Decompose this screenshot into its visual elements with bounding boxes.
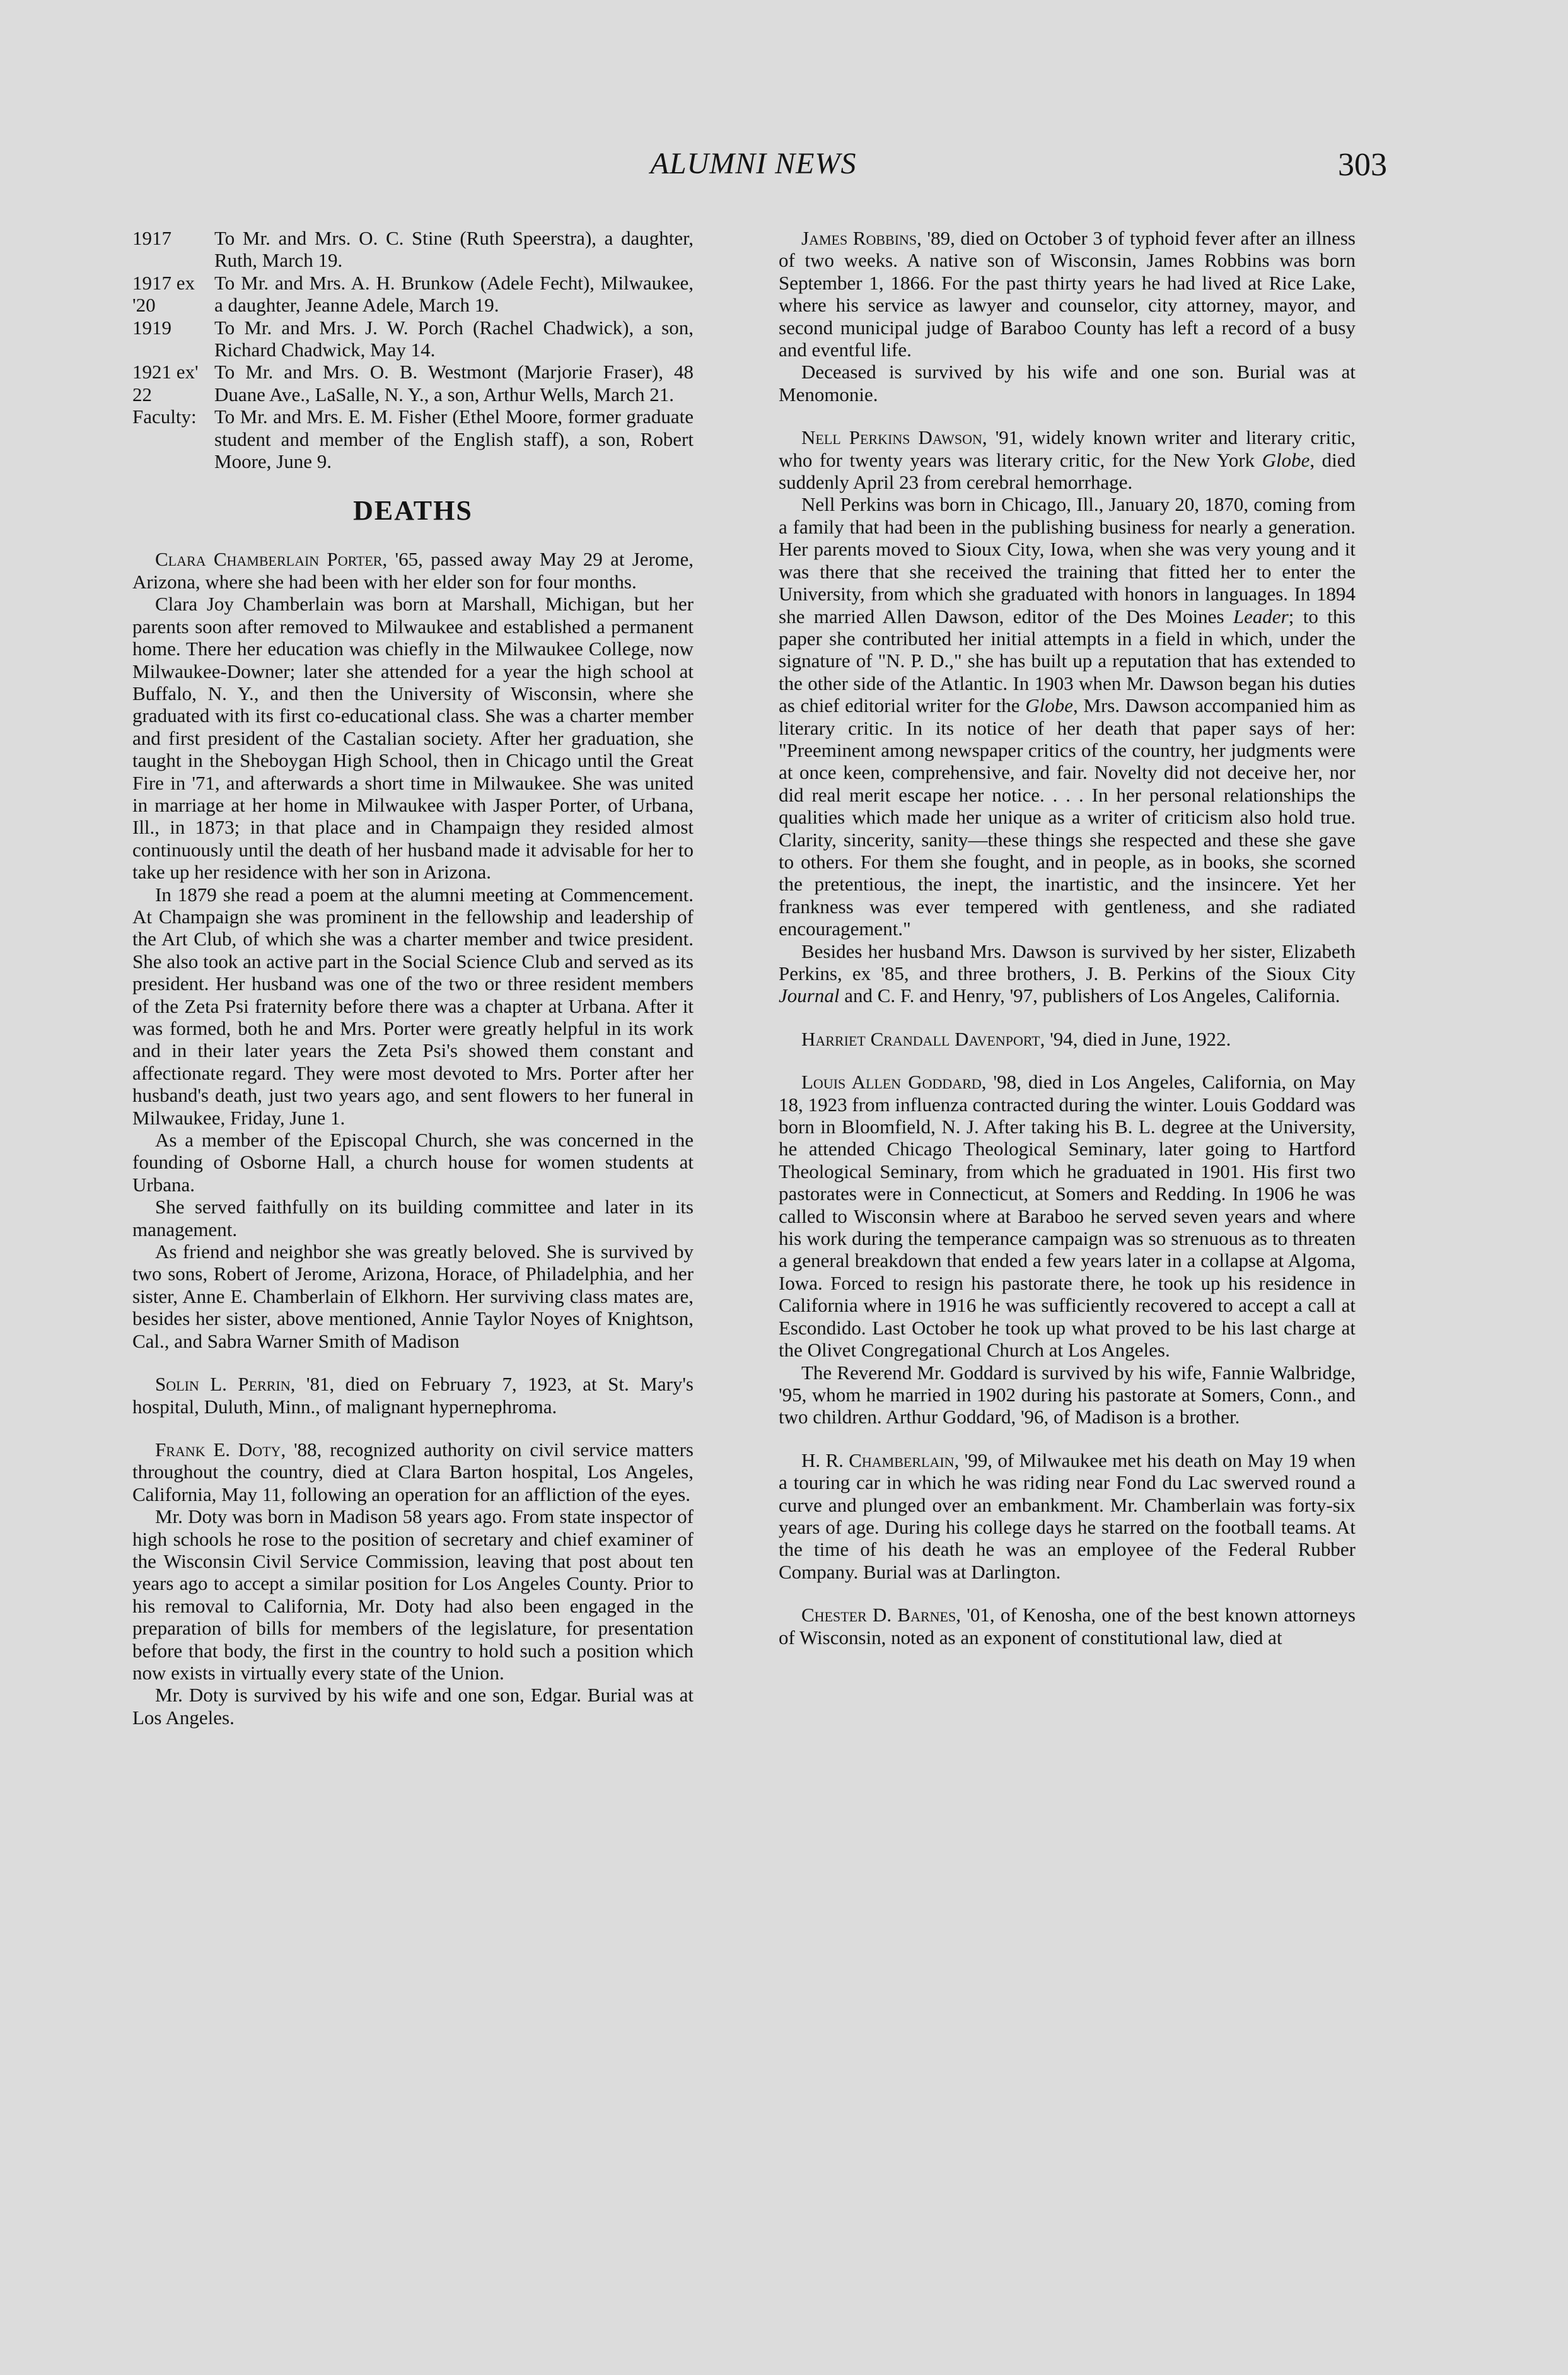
obituary-perrin [132, 1373, 694, 1418]
obituary-text: Nell Perkins was born in Chicago, Ill., January 20, 1870, coming from a family that had been in the publishing business for nearly a generation. Her parents moved to Sioux City, Iowa, when she was very young and it was there that she received the training that fitted her to enter the University, from which she graduated with honors in languages. In 1894 she married Allen Dawson, editor of the Des Moines [779, 493, 1356, 627]
obituary-name: Louis Allen Goddard [801, 1071, 982, 1094]
obituary-porter [132, 548, 694, 593]
obituary-dawson [779, 426, 1356, 493]
obituary-name: H. R. Chamberlain [801, 1449, 955, 1471]
obituary-text: , '91, widely known writer and literary critic, who for twenty years was literary critic, for the New York [779, 426, 1356, 471]
left-column [132, 227, 694, 1729]
birth-notice [132, 227, 694, 272]
publication-name: Leader [1233, 605, 1289, 627]
obituary-text: , '94, died in June, 1922. [1040, 1027, 1231, 1050]
obituary-name: Clara Chamberlain Porter [155, 548, 383, 571]
obituary-name: Harriet Crandall Davenport [801, 1027, 1040, 1050]
birth-notice [132, 361, 694, 406]
birth-text: To Mr. and Mrs. E. M. Fisher (Ethel Moore, former graduate student and member of the English staff), a son, Robert Moore, June 9. [214, 406, 694, 473]
obituary-name: Nell Perkins Dawson [801, 426, 982, 449]
obituary-text: , '65, passed away May 29 at Jerome, Arizona, where she had been with her elder son for four months. [132, 548, 694, 593]
obituary-davenport [779, 1028, 1356, 1050]
obituary-name: Chester D. Barnes [801, 1604, 956, 1626]
birth-text: To Mr. and Mrs. O. C. Stine (Ruth Speerstra), a daughter, Ruth, March 19. [214, 227, 694, 272]
obituary-paragraph: The Reverend Mr. Goddard is survived by his wife, Fannie Walbridge, '95, whom he married in 1902 during his pastorate at Somers, Conn., and two children. Arthur Goddard, '96, of Madison is a brother. [779, 1361, 1356, 1428]
obituary-paragraph: Clara Joy Chamberlain was born at Marshall, Michigan, but her parents soon after removed to Milwaukee and established a permanent home. There her education was chiefly in the Milwaukee College, now Milwaukee-Downer; later she attended for a year the high school at Buffalo, N. Y., and then the University of Wisconsin, where she graduated with its first co-educational class. She was a charter member and first president of the Castalian society. After her graduation, she taught in the Sheboygan High School, then in Chicago until the Great Fire in '71, and afterwards a short time in Milwaukee. She was united in marriage at her home in Milwaukee with Jasper Porter, of Urbana, Ill., in 1873; in that place and in Champaign they resided almost continuously until the death of her husband made it advisable for her to take up her residence with her son in Arizona. [132, 593, 694, 884]
obituary-paragraph: Mr. Doty is survived by his wife and one son, Edgar. Burial was at Los Angeles. [132, 1684, 694, 1729]
birth-year: 1917 ex '20 [132, 271, 195, 317]
obituary-text: , '01, of Kenosha, one of the best known attorneys of Wisconsin, noted as an exponent of constitutional law, died at [779, 1604, 1356, 1648]
obituary-paragraph [779, 940, 1356, 1007]
obituary-name: Solin L. Perrin [155, 1373, 291, 1396]
obituary-paragraph [779, 493, 1356, 940]
obituary-paragraph: She served faithfully on its building committee and later in its management. [132, 1196, 694, 1240]
birth-year: 1921 ex' 22 [132, 361, 199, 406]
publication-name: Globe [1262, 448, 1310, 471]
obituary-barnes [779, 1604, 1356, 1648]
birth-notice-faculty [132, 406, 694, 472]
obituary-text: Besides her husband Mrs. Dawson is survived by her sister, Elizabeth Perkins, ex '85, and three brothers, J. B. Perkins of the Sioux City [779, 940, 1356, 984]
publication-name: Journal [779, 984, 840, 1007]
right-column [779, 227, 1356, 1648]
birth-text: To Mr. and Mrs. A. H. Brunkow (Adele Fecht), Milwaukee, a daughter, Jeanne Adele, March 19. [214, 271, 694, 317]
obituary-chamberlain [779, 1449, 1356, 1583]
obituary-text: , '98, died in Los Angeles, California, on May 18, 1923 from influenza contracted during the winter. Louis Goddard was born in Bloomfield, N. J. After taking his B. L. degree at the University, he attended Chicago Theological Seminary, later going to Hartford Theological Seminary, from which he graduated in 1901. His first two pastorates were in Connecticut, at Somers and Redding. In 1906 he was called to Wisconsin where at Baraboo he served seven years and where his work during the temperance campaign was so strenuous as to threaten a general breakdown that ended a few years later in a collapse at Algoma, Iowa. Forced to resign his pastorate there, he took up his residence in California where in 1916 he was sufficiently recovered to accept a call at Escondido. Last October he took up what proved to be his last charge at the Olivet Congregational Church at Los Angeles. [779, 1071, 1356, 1362]
page-number: 303 [1338, 147, 1387, 183]
obituary-text: ; to this paper she contributed her initial attempts in a field in which, under the signature of "N. P. D.," she has built up a reputation that has extended to the other side of the Atlantic. In 1903 when Mr. Dawson began his duties as chief editorial writer for the [779, 605, 1356, 717]
publication-name: Globe [1025, 694, 1073, 717]
obituary-paragraph: As a member of the Episcopal Church, she was concerned in the founding of Osborne Hall, a church house for women students at Urbana. [132, 1129, 694, 1196]
deaths-heading: DEATHS [353, 495, 473, 527]
birth-year: 1919 [132, 316, 171, 339]
obituary-doty [132, 1438, 694, 1505]
obituary-text: and C. F. and Henry, '97, publishers of Los Angeles, California. [839, 984, 1340, 1007]
obituary-text: , '89, died on October 3 of typhoid fever after an illness of two weeks. A native son of Wisconsin, James Robbins was born September 1, 1866. For the past thirty years he had lived at Rice Lake, where his service as lawyer and counselor, city attorney, mayor, and second municipal judge of Baraboo County has left a record of a busy and eventful life. [779, 227, 1356, 361]
birth-year: Faculty: [132, 406, 197, 428]
obituary-text: , Mrs. Dawson accompanied him as literary critic. In its notice of her death that paper says of her: "Preeminent among newspaper critics of the country, her judgments were at once keen, comprehensive, and fair. Novelty did not deceive her, nor did real merit escape her notice. . . . In her personal relationships the qualities which made her unique as a writer of criticism also hold true. Clarity, sincerity, sanity—these things she respected and these she gave to others. For them she fought, and in people, as in books, she scorned the pretentious, the inept, the inartistic, and the insincere. Yet her frankness was ever tempered with gentleness, and she radiated encouragement." [779, 694, 1356, 940]
obituary-text: , '88, recognized authority on civil service matters throughout the country, died at Clara Barton hospital, Los Angeles, California, May 11, following an operation for an affliction of the eyes. [132, 1438, 694, 1505]
obituary-paragraph: Mr. Doty was born in Madison 58 years ago. From state inspector of high schools he rose to the position of secretary and chief examiner of the Wisconsin Civil Service Commission, leaving that post about ten years ago to accept a similar position for Los Angeles County. Prior to his removal to California, Mr. Doty had also been engaged in the preparation of bills for members of the legislature, for presentation before that body, the first in the country to hold such a position which now exists in virtually every state of the Union. [132, 1505, 694, 1684]
obituary-paragraph: Deceased is survived by his wife and one son. Burial was at Menomonie. [779, 361, 1356, 406]
running-header: ALUMNI NEWS [650, 147, 857, 180]
birth-text: To Mr. and Mrs. O. B. Westmont (Marjorie Fraser), 48 Duane Ave., LaSalle, N. Y., a son, Arthur Wells, March 21. [214, 361, 694, 406]
birth-text: To Mr. and Mrs. J. W. Porch (Rachel Chadwick), a son, Richard Chadwick, May 14. [214, 316, 694, 361]
birth-notice [132, 272, 694, 317]
obituary-paragraph: As friend and neighbor she was greatly beloved. She is survived by two sons, Robert of Jerome, Arizona, Horace, of Philadelphia, and her sister, Anne E. Chamberlain of Elkhorn. Her surviving class mates are, besides her sister, above mentioned, Annie Taylor Noyes of Knightson, Cal., and Sabra Warner Smith of Madison [132, 1240, 694, 1352]
obituary-goddard [779, 1071, 1356, 1361]
obituary-text: , '99, of Milwaukee met his death on May 19 when a touring car in which he was riding near Fond du Lac swerved round a curve and plunged over an embankment. Mr. Chamberlain was forty-six years of age. During his college days he starred on the football teams. At the time of his death he was an employee of the Federal Rubber Company. Burial was at Darlington. [779, 1449, 1356, 1583]
obituary-paragraph: In 1879 she read a poem at the alumni meeting at Commencement. At Champaign she was prominent in the fellowship and leadership of the Art Club, of which she was a charter member and twice president. She also took an active part in the Social Science Club and served as its president. Her husband was one of the two or three resident members of the Zeta Psi fraternity before there was a chapter at Urbana. After it was formed, both he and Mrs. Porter were greatly helpful in its work and in their later years the Zeta Psi's showed them constant and affectionate regard. They were most devoted to Mrs. Porter after her husband's death, just two years ago, and sent flowers to her funeral in Milwaukee, Friday, June 1. [132, 883, 694, 1129]
birth-year: 1917 [132, 227, 171, 249]
obituary-text: , '81, died on February 7, 1923, at St. Mary's hospital, Duluth, Minn., of malignant hypernephroma. [132, 1373, 694, 1418]
obituary-name: James Robbins [801, 227, 917, 249]
obituary-robbins [779, 227, 1356, 361]
obituary-name: Frank E. Doty [155, 1438, 281, 1461]
obituary-text: , died suddenly April 23 from cerebral hemorrhage. [779, 448, 1356, 494]
birth-notice [132, 317, 694, 361]
